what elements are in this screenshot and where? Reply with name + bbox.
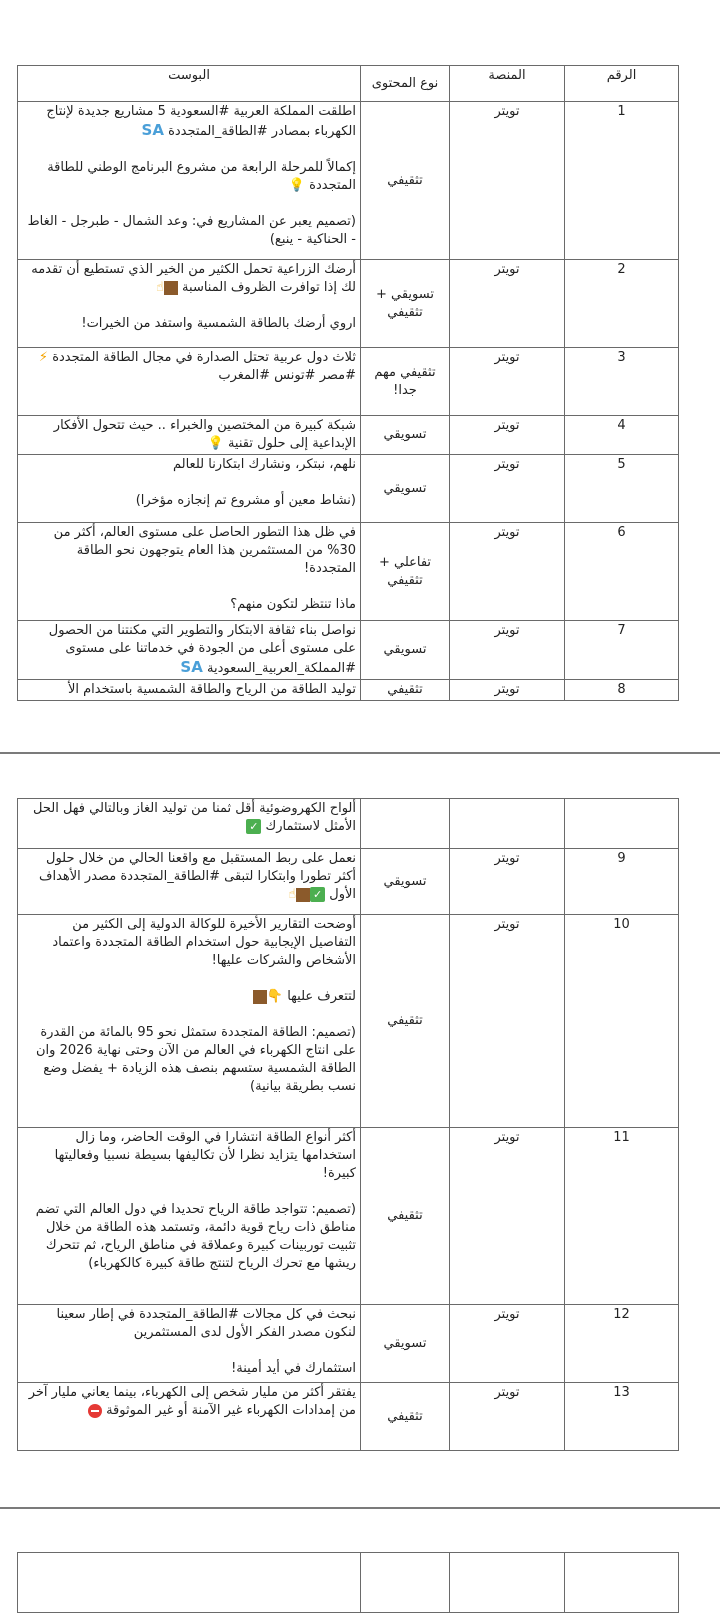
number-cell: 9 bbox=[565, 849, 679, 915]
content-table-page1 bbox=[17, 65, 679, 701]
post-cell bbox=[18, 102, 361, 260]
content-type-cell: تسويقي bbox=[361, 416, 450, 455]
header-post: البوست bbox=[18, 66, 361, 102]
post-text: (تصميم: الطاقة المتجددة ستمثل نحو 95 بالمائة من القدرة على انتاج الكهرباء في العالم من الآن وحتى نهاية 2026 وان الطاقة الشمسية ستسهم بنصف هذه الزيادة + يفضل وضع نسب بطريقة بيانية) bbox=[35, 1025, 356, 1094]
lightning-icon: ⚡ bbox=[38, 350, 49, 365]
saudi-flag-icon: S bbox=[180, 658, 192, 676]
number-cell: 7 bbox=[565, 621, 679, 680]
post-text: #مصر #تونس #المغرب bbox=[218, 368, 356, 383]
post-text: أرضك الزراعية تحمل الكثير من الخير الذي تستطيع أن تقدمه لك إذا توافرت الظروف المناسبة ☝ bbox=[31, 262, 356, 295]
post-cell bbox=[18, 1553, 361, 1613]
number-cell: 10 bbox=[565, 915, 679, 1128]
content-type-cell: تسويقي bbox=[361, 455, 450, 523]
number-cell: 6 bbox=[565, 523, 679, 621]
page-separator bbox=[0, 1507, 720, 1509]
platform-cell: تويتر bbox=[450, 849, 565, 915]
platform-cell: تويتر bbox=[450, 621, 565, 680]
table-row bbox=[18, 416, 679, 455]
check-mark-icon: ✓ bbox=[310, 887, 325, 902]
post-text: نواصل بناء ثقافة الابتكار والتطوير التي مكنتنا من الحصول على مستوى أعلى من الجودة في خدماتنا على مستوى #المملكة_العربية_السعودية SA bbox=[48, 623, 356, 676]
post-cell bbox=[18, 348, 361, 416]
platform-cell: تويتر bbox=[450, 1305, 565, 1383]
post-text: إكمالاً للمرحلة الرابعة من مشروع البرنامج الوطني للطاقة المتجددة 💡 bbox=[47, 160, 356, 193]
content-type-cell: تسويقي bbox=[361, 849, 450, 915]
post-text: في ظل هذا التطور الحاصل على مستوى العالم، أكثر من 30% من المستثمرين هذا العام يتوجهون نحو الطاقة المتجددة! bbox=[53, 525, 356, 576]
header-platform: المنصة bbox=[450, 66, 565, 102]
post-cell bbox=[18, 799, 361, 849]
post-cell bbox=[18, 1305, 361, 1383]
header-content-type: نوع المحتوى bbox=[361, 66, 450, 102]
post-text: استثمارك في أيد أمينة! bbox=[231, 1361, 356, 1376]
table-row bbox=[18, 455, 679, 523]
post-text: لتتعرف عليها 👇 bbox=[22, 988, 356, 1006]
table-row bbox=[18, 260, 679, 348]
content-type-cell: تثقيفي bbox=[361, 102, 450, 260]
table-row bbox=[18, 1128, 679, 1305]
content-type-cell bbox=[361, 799, 450, 849]
platform-cell: تويتر bbox=[450, 1383, 565, 1451]
pointing-hand-icon: ☝ bbox=[155, 280, 164, 295]
table-header-row bbox=[18, 66, 679, 102]
content-type-cell: تثقيفي bbox=[361, 915, 450, 1128]
post-text: اطلقت المملكة العربية #السعودية 5 مشاريع جديدة لإنتاج الكهرباء بمصادر #الطاقة_المتجددة SA bbox=[46, 104, 356, 139]
platform-cell: تويتر bbox=[450, 1128, 565, 1305]
post-text: يفتقر أكثر من مليار شخص إلى الكهرباء، بينما يعاني مليار آخر من إمدادات الكهرباء غير الآمنة أو غير الموثوقة bbox=[28, 1385, 356, 1418]
pointing-down-icon: 👇 bbox=[266, 989, 284, 1004]
table-row bbox=[18, 348, 679, 416]
saudi-flag-icon: A bbox=[152, 121, 164, 139]
platform-cell: تويتر bbox=[450, 455, 565, 523]
post-text: (نشاط معين أو مشروع تم إنجازه مؤخرا) bbox=[135, 493, 356, 508]
post-cell bbox=[18, 523, 361, 621]
content-type-cell bbox=[361, 1553, 450, 1613]
skin-tone-icon bbox=[253, 990, 267, 1004]
platform-cell bbox=[450, 1553, 565, 1613]
lightbulb-icon: 💡 bbox=[207, 436, 224, 451]
pointing-hand-icon: ☝ bbox=[288, 887, 297, 902]
number-cell bbox=[565, 799, 679, 849]
post-text: نلهم، نبتكر، ونشارك ابتكارنا للعالم bbox=[172, 457, 356, 472]
post-cell bbox=[18, 455, 361, 523]
platform-cell: تويتر bbox=[450, 260, 565, 348]
post-cell bbox=[18, 849, 361, 915]
post-text: أوضحت التقارير الأخيرة للوكالة الدولية إلى الكثير من التفاصيل الإيجابية حول استخدام الطاقة المتجددة واعتماد الأشخاص والشركات عليها! bbox=[52, 917, 356, 968]
post-text: ماذا تنتظر لتكون منهم؟ bbox=[230, 597, 356, 612]
post-text: (تصميم يعبر عن المشاريع في: وعد الشمال - طبرجل - الغاط - الحناكية - ينبع) bbox=[27, 214, 356, 247]
table-row bbox=[18, 621, 679, 680]
content-type-cell: تسويقي + تثقيفي bbox=[361, 260, 450, 348]
number-cell: 4 bbox=[565, 416, 679, 455]
header-number: الرقم bbox=[565, 66, 679, 102]
platform-cell: تويتر bbox=[450, 915, 565, 1128]
number-cell: 13 bbox=[565, 1383, 679, 1451]
platform-cell: تويتر bbox=[450, 523, 565, 621]
number-cell: 1 bbox=[565, 102, 679, 260]
number-cell: 12 bbox=[565, 1305, 679, 1383]
number-cell bbox=[565, 1553, 679, 1613]
post-text: شبكة كبيرة من المختصين والخبراء .. حيث تتحول الأفكار الإبداعية إلى حلول تقنية 💡 bbox=[53, 418, 356, 451]
platform-cell bbox=[450, 799, 565, 849]
lightbulb-icon: 💡 bbox=[288, 178, 306, 193]
table-row bbox=[18, 799, 679, 849]
post-cell bbox=[18, 915, 361, 1128]
number-cell: 2 bbox=[565, 260, 679, 348]
post-cell bbox=[18, 621, 361, 680]
table-row bbox=[18, 680, 679, 701]
table-row bbox=[18, 1305, 679, 1383]
post-text: ألواح الكهروضوئية أقل ثمنا من توليد الغاز وبالتالي فهل الحل الأمثل لاستثمارك ✓ bbox=[33, 801, 356, 834]
number-cell: 3 bbox=[565, 348, 679, 416]
no-entry-icon bbox=[88, 1404, 102, 1418]
table-row bbox=[18, 1553, 679, 1613]
platform-cell: تويتر bbox=[450, 680, 565, 701]
platform-cell: تويتر bbox=[450, 348, 565, 416]
post-text: نبحث في كل مجالات #الطاقة_المتجددة في إطار سعينا لنكون مصدر الفكر الأول لدى المستثمرين bbox=[56, 1307, 356, 1340]
post-text: ثلاث دول عربية تحتل الصدارة في مجال الطاقة المتجددة ⚡ bbox=[38, 350, 356, 365]
content-type-cell: تثقيفي bbox=[361, 680, 450, 701]
post-cell bbox=[18, 1128, 361, 1305]
skin-tone-icon bbox=[296, 888, 310, 902]
post-cell bbox=[18, 260, 361, 348]
table-row bbox=[18, 1383, 679, 1451]
post-text: توليد الطاقة من الرياح والطاقة الشمسية باستخدام الأ bbox=[67, 682, 356, 697]
number-cell: 11 bbox=[565, 1128, 679, 1305]
post-text: أكثر أنواع الطاقة انتشارا في الوقت الحاضر، وما زال استخدامها يتزايد نظرا لأن تكاليفها بسيطة نسبيا وفعاليتها كبيرة! bbox=[54, 1130, 356, 1181]
content-type-cell: تثقيفي مهم جدا! bbox=[361, 348, 450, 416]
content-type-cell: تثقيفي bbox=[361, 1128, 450, 1305]
table-row bbox=[18, 523, 679, 621]
content-type-cell: تسويقي bbox=[361, 621, 450, 680]
post-cell bbox=[18, 416, 361, 455]
number-cell: 5 bbox=[565, 455, 679, 523]
platform-cell: تويتر bbox=[450, 102, 565, 260]
table-row bbox=[18, 915, 679, 1128]
content-table-page3 bbox=[17, 1552, 679, 1613]
number-cell: 8 bbox=[565, 680, 679, 701]
content-table-page2 bbox=[17, 798, 679, 1451]
content-type-cell: تثقيفي bbox=[361, 1383, 450, 1451]
content-type-cell: تفاعلي + تثقيفي bbox=[361, 523, 450, 621]
post-text: نعمل على ربط المستقبل مع واقعنا الحالي من خلال حلول أكثر تطورا وابتكارا لتبقى #الطاقة_المتجددة مصدر الأهداف الأول ✓☝ bbox=[39, 851, 356, 902]
skin-tone-icon bbox=[164, 281, 178, 295]
check-mark-icon: ✓ bbox=[246, 819, 261, 834]
table-row bbox=[18, 849, 679, 915]
content-type-cell: تسويقي bbox=[361, 1305, 450, 1383]
post-cell bbox=[18, 1383, 361, 1451]
post-text: (تصميم: تتواجد طاقة الرياح تحديدا في دول العالم التي تضم مناطق ذات رياح قوية دائمة، وتستمد هذه الطاقة من خلال تثبيت توربينات كبيرة وعملاقة في مناطق الرياح، ثم تتحرك ريشها مع تحرك الرياح لتنتج طاقة كبيرة كالكهرباء) bbox=[35, 1202, 356, 1271]
post-text: اروي أرضك بالطاقة الشمسية واستفد من الخيرات! bbox=[81, 316, 356, 331]
saudi-flag-icon: S bbox=[141, 121, 153, 139]
platform-cell: تويتر bbox=[450, 416, 565, 455]
saudi-flag-icon: A bbox=[191, 658, 203, 676]
table-row bbox=[18, 102, 679, 260]
page-separator bbox=[0, 752, 720, 754]
post-cell bbox=[18, 680, 361, 701]
